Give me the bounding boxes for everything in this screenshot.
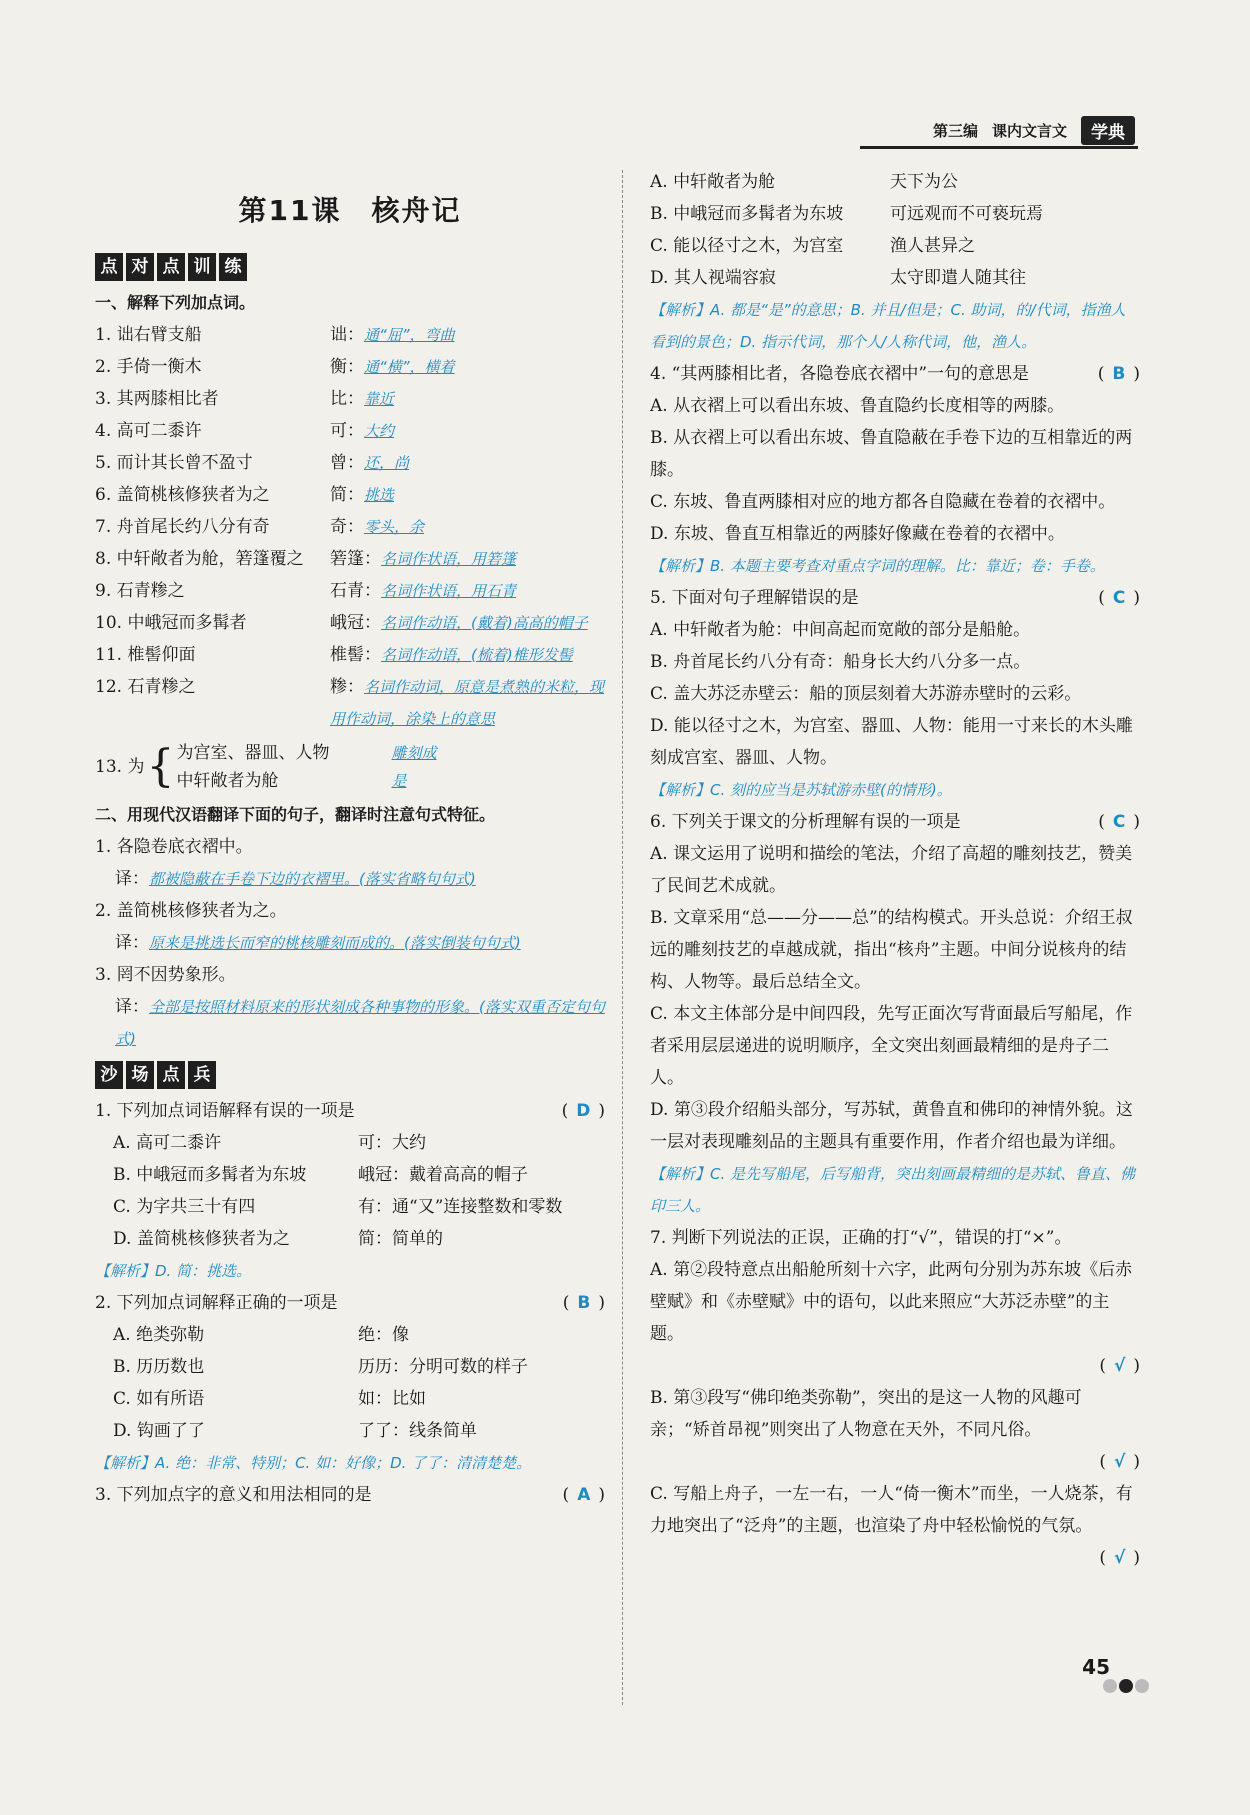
header-rule: [860, 146, 1138, 149]
section-badge-exercise: 沙 场 点 兵: [95, 1061, 216, 1089]
question-3-options: A. 中轩敞者为舱 天下为公 B. 中峨冠而多髯者为东坡 可远观而不可亵玩焉 C. 能以径寸之木，为宫室 渔人甚异之 D. 其人视端容寂 太守即遣人随其往 【解析】A. 都是“是”的意思；B. 并且/但是；C. 助词，的/代词，指渔人看到的景色；D. 指示代词，那个人/人称代词，他，渔人。: [650, 172, 1126, 351]
vocab-item: 8. 中轩敞者为舱，箬篷覆之 箬篷：名词作状语，用箬篷: [95, 549, 517, 569]
header-subsection: 课内文言文: [991, 121, 1067, 140]
question-4: 4. “其两膝相比者，各隐卷底衣褶中”一句的意思是 ( B ) A. 从衣褶上可以看出东坡、鲁直隐约长度相等的两膝。 B. 从衣褶上可以看出东坡、鲁直隐蔽在手卷下边的互相靠近的两膝。 C. 东坡、鲁直两膝相对应的地方都各自隐藏在卷着的衣褶中。 D. 东坡、鲁直互相靠近的两膝好像藏在卷着的衣褶中。 【解析】B. 本题主要考查对重点字词的理解。比：靠近；卷：手卷。: [650, 364, 1140, 575]
question-2: 2. 下列加点词解释正确的一项是 ( B ) A. 绝类弥勒 绝：像 B. 历历数也 历历：分明可数的样子 C. 如有所语 如：比如 D. 钩画了了 了了：线条简单 【解析】A. 绝：非常、特别；C. 如：好像；D. 了了：清清楚楚。: [95, 1293, 605, 1472]
lesson-title: 第11课 核舟记: [238, 194, 462, 227]
vocab-item: 11. 椎髻仰面 椎髻：名词作动语，(梳着)椎形发髻: [95, 645, 573, 665]
vocab-item: 3. 其两膝相比者 比：靠近: [95, 389, 395, 409]
header-brand-logo: 学典: [1081, 116, 1135, 145]
vocab-item: 4. 高可二黍许 可：大约: [95, 421, 395, 441]
vocab-item: 9. 石青糁之 石青：名词作状语，用石青: [95, 581, 517, 601]
translation-item: 1. 各隐卷底衣褶中。 译：都被隐蔽在手卷下边的衣褶里。(落实省略句句式): [95, 837, 476, 889]
translation-item: 2. 盖简桃核修狭者为之。 译：原来是挑选长而窄的桃核雕刻而成的。(落实倒装句句式): [95, 901, 521, 953]
vocab-item: 12. 石青糁之 糁：名词作动词，原意是煮熟的米粒，现用作动词，涂染上的意思: [95, 677, 605, 728]
vocab-item: 7. 舟首尾长约八分有奇 奇：零头，余: [95, 517, 425, 537]
page-number-decoration-icon: [1102, 1678, 1150, 1697]
question-6: 6. 下列关于课文的分析理解有误的一项是 ( C ) A. 课文运用了说明和描绘的笔法，介绍了高超的雕刻技艺，赞美了民间艺术成就。 B. 文章采用“总——分——总”的结构模式。开头总说：介绍王叔远的雕刻技艺的卓越成就，指出“核舟”主题。中间分说核舟的结构、人物等。最后总结全文。 C. 本文主体部分是中间四段，先写正面次写背面最后写船尾，作者采用层层递进的说明顺序，全文突出刻画最精细的是舟子二人。 D. 第③段介绍船头部分，写苏轼，黄鲁直和佛印的神情外貌。这一层对表现雕刻品的主题具有重要作用，作者介绍也最为详细。 【解析】C. 是先写船尾，后写船背，突出刻画最精细的是苏轼、鲁直、佛印三人。: [650, 812, 1140, 1215]
running-header: [933, 116, 1135, 144]
column-divider: [622, 170, 623, 1705]
question-3-stem: 3. 下列加点字的意义和用法相同的是 ( A ): [95, 1485, 605, 1505]
vocab-item: 1. 诎右臂支船 诎：通“屈”，弯曲: [95, 325, 455, 345]
question-7: 7. 判断下列说法的正误，正确的打“√”，错误的打“×”。 A. 第②段特意点出船舱所刻十六字，此两句分别为苏东坡《后赤壁赋》和《赤壁赋》中的语句，以此来照应“大苏泛赤壁”的主题。 ( √ ) B. 第③段写“佛印绝类弥勒”，突出的是这一人物的风趣可亲；“矫首昂视”则突出了人物意在天外，不同凡俗。 ( √ ) C. 写船上舟子，一左一右，一人“倚一衡木”而坐，一人烧茶，有力地突出了“泛舟”的主题，也渲染了舟中轻松愉悦的气氛。 ( √ ): [650, 1228, 1140, 1568]
section-badge-practice: 点 对 点 训 练: [95, 253, 247, 281]
vocab-item-13: 13. 为 { 为宫室、器皿、人物 中轩敞者为舱 雕刻成 是: [95, 741, 437, 792]
header-section: 第三编: [932, 121, 978, 140]
vocab-item: 10. 中峨冠而多髯者 峨冠：名词作动语，(戴着)高高的帽子: [95, 613, 588, 633]
translation-item: 3. 罔不因势象形。 译：全部是按照材料原来的形状刻成各种事物的形象。(落实双重否定句句式): [95, 965, 605, 1048]
vocab-item: 5. 而计其长曾不盈寸 曾：还，尚: [95, 453, 410, 473]
question-1: 1. 下列加点词语解释有误的一项是 ( D ) A. 高可二黍许 可：大约 B. 中峨冠而多髯者为东坡 峨冠：戴着高高的帽子 C. 为字共三十有四 有：通“又”连接整数和零数 D. 盖简桃核修狭者为之 简：简单的 【解析】D. 简：挑选。: [95, 1101, 605, 1280]
question-5: 5. 下面对句子理解错误的是 ( C ) A. 中轩敞者为舱：中间高起而宽敞的部分是船舱。 B. 舟首尾长约八分有奇：船身长大约八分多一点。 C. 盖大苏泛赤壁云：船的顶层刻着大苏游赤壁时的云彩。 D. 能以径寸之木，为宫室、器皿、人物：能用一寸来长的木头雕刻成宫室、器皿、人物。 【解析】C. 刻的应当是苏轼游赤壁(的情形)。: [650, 588, 1140, 799]
part2-heading: 二、用现代汉语翻译下面的句子，翻译时注意句式特征。: [95, 805, 496, 824]
vocab-item: 2. 手倚一衡木 衡：通“横”，横着: [95, 357, 455, 377]
left-column: [95, 195, 605, 1511]
page-number: 45: [1082, 1655, 1110, 1679]
part1-heading: 一、解释下列加点词。: [95, 293, 256, 312]
right-column: [650, 166, 1140, 1574]
vocab-item: 6. 盖简桃核修狭者为之 简：挑选: [95, 485, 395, 505]
